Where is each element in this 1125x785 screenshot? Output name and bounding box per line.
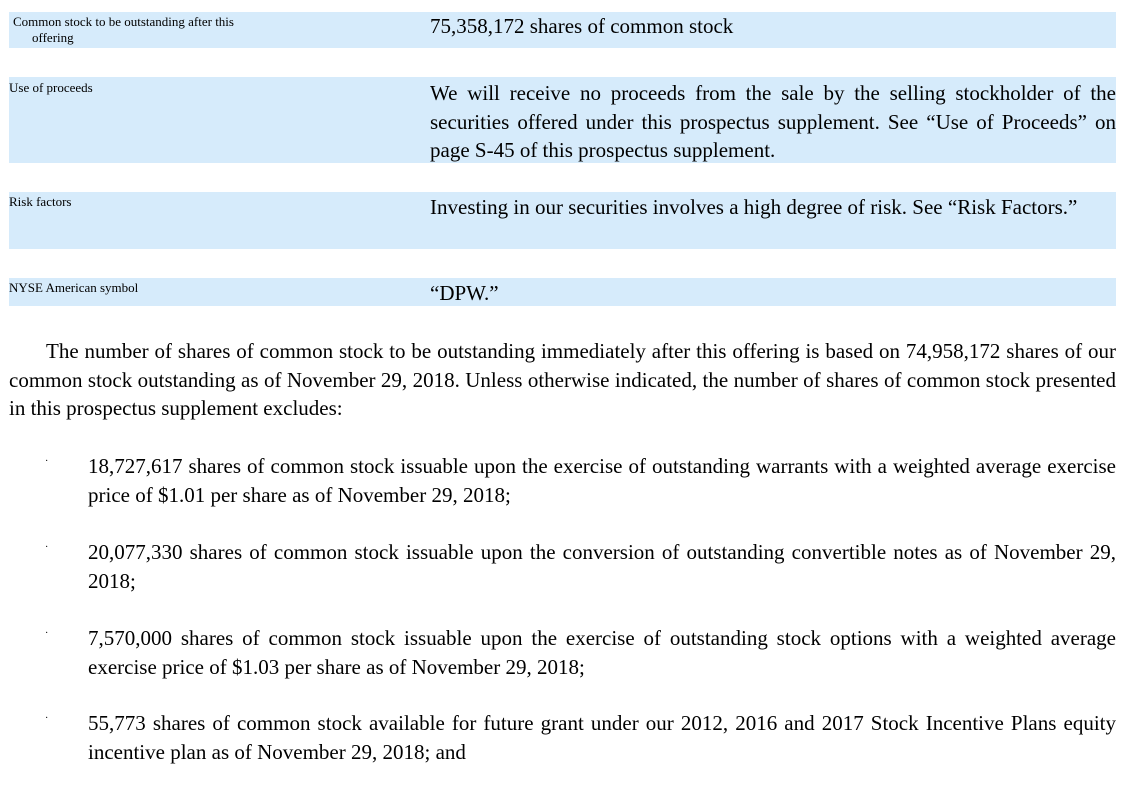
summary-row-label bbox=[13, 14, 303, 46]
bullet-marker: · bbox=[45, 713, 49, 724]
summary-row-label: Use of proceeds bbox=[9, 80, 93, 95]
label-line-1: Common stock to be outstanding after this bbox=[13, 14, 234, 29]
label-line-2: offering bbox=[32, 30, 74, 45]
summary-row-nyse-symbol bbox=[9, 278, 1116, 306]
summary-row-shares-outstanding bbox=[9, 12, 1116, 48]
list-item-text: 18,727,617 shares of common stock issuable upon the exercise of outstanding warrants with a weighted average exercise price of $1.01 per share as of November 29, 2018; bbox=[88, 454, 1116, 507]
summary-row-label: Risk factors bbox=[9, 194, 72, 209]
summary-row-value: “DPW.” bbox=[430, 281, 499, 305]
summary-row-value: Investing in our securities involves a high degree of risk. See “Risk Factors.” bbox=[430, 195, 1078, 219]
body-paragraph: The number of shares of common stock to be outstanding immediately after this offering is based on 74,958,172 shares of our common stock outstanding as of November 29, 2018. Unless otherwise indicated, the number of shares of common stock presented in this prospectus supplement excludes: bbox=[9, 339, 1116, 420]
summary-row-value: 75,358,172 shares of common stock bbox=[430, 14, 734, 38]
summary-row-value: We will receive no proceeds from the sale by the selling stockholder of the securities offered under this prospectus supplement. See “Use of Proceeds” on page S-45 of this prospectus supplement. bbox=[430, 81, 1116, 162]
summary-row-label: NYSE American symbol bbox=[9, 280, 139, 295]
list-item-text: 7,570,000 shares of common stock issuable upon the exercise of outstanding stock options with a weighted average exercise price of $1.03 per share as of November 29, 2018; bbox=[88, 626, 1116, 679]
list-item-text: 55,773 shares of common stock available for future grant under our 2012, 2016 and 2017 Stock Incentive Plans equity incentive plan as of November 29, 2018; and bbox=[88, 711, 1116, 764]
bullet-marker: · bbox=[45, 456, 49, 467]
summary-row-risk-factors bbox=[9, 192, 1116, 249]
bullet-marker: · bbox=[45, 628, 49, 639]
summary-row-use-of-proceeds bbox=[9, 77, 1116, 163]
list-item-text: 20,077,330 shares of common stock issuable upon the conversion of outstanding convertible notes as of November 29, 2018; bbox=[88, 540, 1116, 593]
bullet-marker: · bbox=[45, 542, 49, 553]
